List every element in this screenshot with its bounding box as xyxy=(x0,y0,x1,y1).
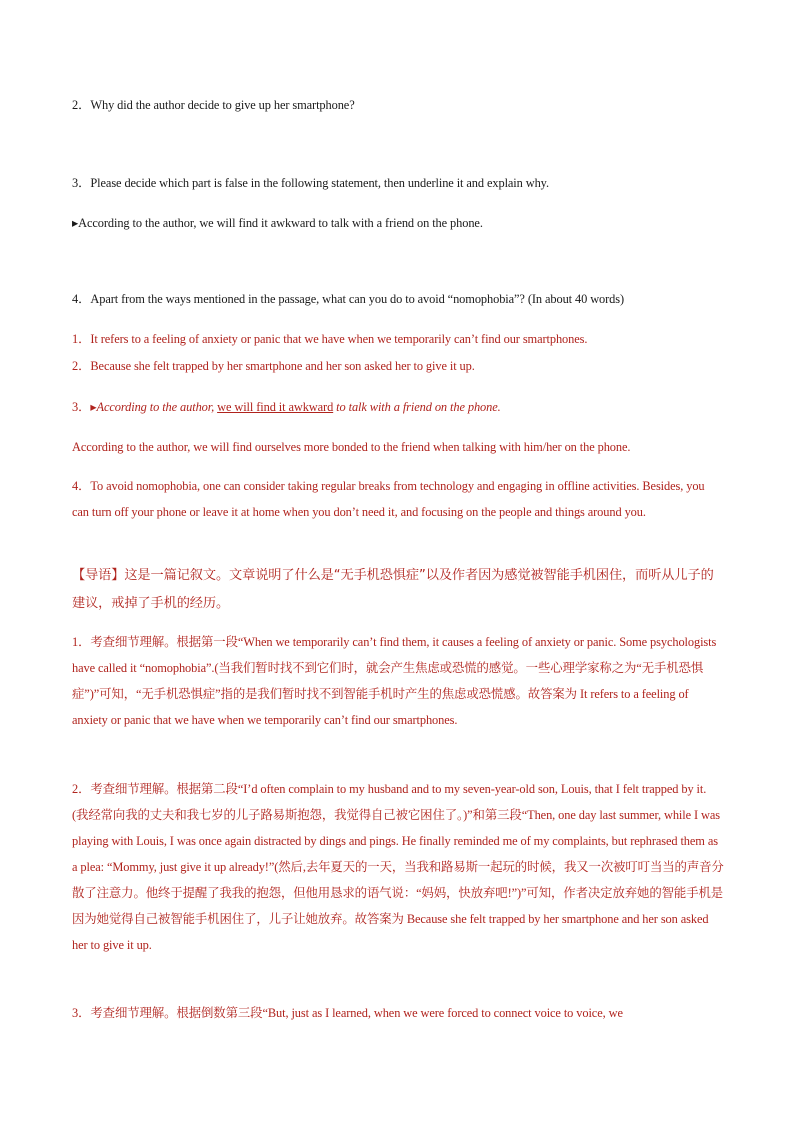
analysis-1: 1．考查细节理解。根据第一段“When we temporarily can’t find them, it causes a feeling of anxiety or panic. Some psychologists have called it “nomophobia”.(当我们暂时找不到它们时，就会产生焦虑或恐慌的感觉。一些心理学家称之为“无手机恐惧症”)”可知，“无手机恐惧症”指的是我们暂时找不到智能手机时产生的焦虑或恐慌感。故答案为 It refers to a feeling of anxiety or panic that we have when we temporarily can’t find our smartphones. xyxy=(72,635,717,727)
answer-4: 4．To avoid nomophobia, one can consider taking regular breaks from technology and engaging in offline activities. Besides, you can turn off your phone or leave it at home when you don’t need it, and focusing on the people and things around you. xyxy=(72,479,705,519)
analysis-2: 2．考查细节理解。根据第二段“I’d often complain to my husband and to my seven-year-old son, Louis, that I felt trapped by it. (我经常向我的丈夫和我七岁的儿子路易斯抱怨，我觉得自己被它困住了。)”和第三段“Then, one day last summer, while I was playing with Louis, I was once again distracted by dings and pings. He finally reminded me of my complaints, but rephrased them as a plea: “Mommy, just give it up already!”(然后,去年夏天的一天，当我和路易斯一起玩的时候，我又一次被叮叮当当的声音分散了注意力。他终于提醒了我我的抱怨，但他用恳求的语气说：“妈妈，快放弃吧!”)”可知，作者决定放弃她的智能手机是因为她觉得自己被智能手机困住了，儿子让她放弃。故答案为 Because she felt trapped by her smartphone and her son asked her to give it up. xyxy=(72,782,724,952)
analysis-3: 3．考查细节理解。根据倒数第三段“But, just as I learned, when we were forced to connect voice to voice, we xyxy=(72,1006,623,1020)
answer-3-explanation: According to the author, we will find ourselves more bonded to the friend when talking with him/her on the phone. xyxy=(72,440,631,454)
answer-3-statement-start: ▸According to the author, xyxy=(90,400,218,414)
answer-1: 1．It refers to a feeling of anxiety or panic that we have when we temporarily can’t find our smartphones. xyxy=(72,332,588,346)
answer-3-statement-end: to talk with a friend on the phone. xyxy=(333,400,501,414)
question-3: 3．Please decide which part is false in the following statement, then underline it and explain why. xyxy=(72,176,549,190)
question-4: 4．Apart from the ways mentioned in the passage, what can you do to avoid “nomophobia”? (In about 40 words) xyxy=(72,292,625,306)
answer-2: 2．Because she felt trapped by her smartphone and her son asked her to give it up. xyxy=(72,359,475,373)
answer-3-number: 3． xyxy=(72,400,91,414)
answer-3-underlined-part: we will find it awkward xyxy=(217,400,334,414)
question-3-statement: ▸According to the author, we will find it awkward to talk with a friend on the phone. xyxy=(72,216,483,230)
question-2: 2．Why did the author decide to give up her smartphone? xyxy=(72,98,355,112)
answer-3 xyxy=(72,394,724,420)
analysis-intro: 【导语】这是一篇记叙文。文章说明了什么是“无手机恐惧症”以及作者因为感觉被智能手机困住，而听从儿子的建议，戒掉了手机的经历。 xyxy=(72,568,714,611)
